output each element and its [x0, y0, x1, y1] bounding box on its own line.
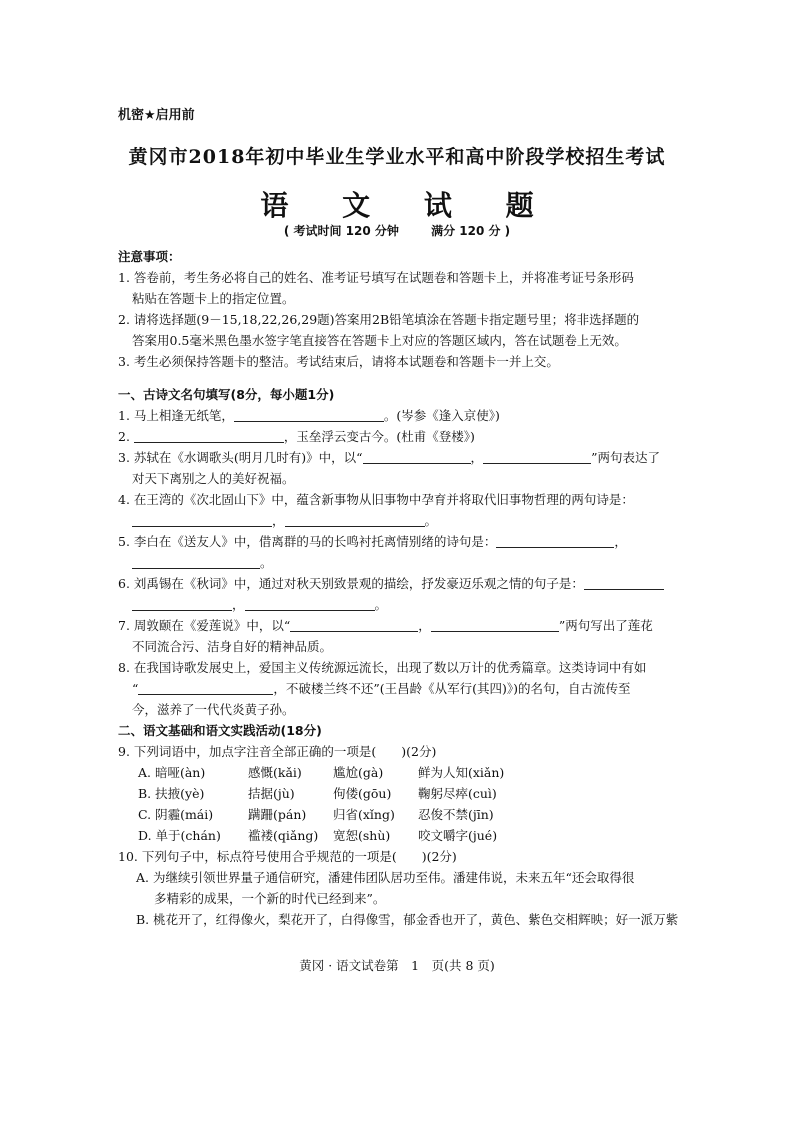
question-8-blank: “ ，不破楼兰终不还”(王昌龄《从军行(其四)》)的名句，自古流传至: [132, 681, 631, 696]
option-c[interactable]: C. 阴霾(mái): [138, 807, 214, 822]
subject-title: 语 文 试 题: [260, 189, 556, 222]
answer-blank[interactable]: [584, 575, 664, 590]
exam-content: [118, 246, 680, 930]
answer-blank[interactable]: [245, 596, 375, 611]
question-10-option-a[interactable]: A. 为继续引领世界量子通信研究，潘建伟团队居功至伟。潘建伟说，未来五年“还会取得很: [136, 870, 635, 885]
notice-item: 粘贴在答题卡上的指定位置。: [132, 291, 295, 306]
answer-blank[interactable]: [290, 617, 418, 632]
answer-blank[interactable]: [285, 512, 425, 527]
page-footer: 黄冈 · 语文试卷第 1 页(共 8 页): [299, 958, 495, 973]
question-10-option-a-cont: 多精彩的成果，一个新的时代已经到来”。: [154, 891, 386, 906]
section-1-title: 一、古诗文名句填写(8分，每小题1分): [118, 387, 335, 402]
question-6-blanks: ， 。: [118, 594, 680, 615]
exam-title: 黄冈市2018年初中毕业生学业水平和高中阶段学校招生考试: [128, 146, 666, 168]
question-9: 9. 下列词语中，加点字注音全部正确的一项是( )(2分): [118, 744, 437, 759]
question-8: 8. 在我国诗歌发展史上，爱国主义传统源远流长，出现了数以万计的优秀篇章。这类诗词中有如: [118, 660, 647, 675]
notice-item: 1. 答卷前，考生务必将自己的姓名、准考证号填写在试题卷和答题卡上，并将准考证号条形码: [118, 270, 634, 285]
question-10: 10. 下列句子中，标点符号使用合乎规范的一项是( )(2分): [118, 849, 457, 864]
option-b[interactable]: B. 扶掖(yè): [138, 786, 205, 801]
answer-blank[interactable]: [431, 617, 559, 632]
question-9-options: A. 暗哑(àn) 感慨(kǎi) 尴尬(gà) 鲜为人知(xiǎn) B. 扶掖(yè) 拮据(jù) 佝偻(gōu) 鞠躬尽瘁(cuì) C. 阴霾(mái) 蹒跚(pán) 归省(xǐng) 忍俊不禁(jīn) D. 单于(chán) 褴褛(qiǎng) 宽恕(shù) 咬文嚼字(jué): [118, 762, 680, 846]
answer-blank[interactable]: [138, 680, 273, 695]
question-7: 7. 周敦颐在《爱莲说》中，以“ ， ”两句写出了莲花: [118, 618, 653, 633]
question-5-blank: 。: [118, 552, 680, 573]
question-3-cont: 对天下离别之人的美好祝福。: [132, 471, 295, 486]
question-1: 1. 马上相逢无纸笔， 。(岑参《逢入京使》): [118, 408, 500, 423]
answer-blank[interactable]: [234, 407, 384, 422]
exam-duration: ( 考试时间 120 分钟: [283, 224, 399, 238]
answer-blank[interactable]: [363, 449, 471, 464]
answer-blank[interactable]: [496, 533, 614, 548]
exam-full-score: 满分 120 分 ): [431, 224, 511, 238]
answer-blank[interactable]: [132, 596, 232, 611]
question-6: 6. 刘禹锡在《秋词》中，通过对秋天别致景观的描绘，抒发豪迈乐观之情的句子是：: [118, 573, 680, 594]
notice-title: 注意事项：: [118, 249, 181, 264]
answer-blank[interactable]: [132, 554, 260, 569]
notice-item: 2. 请将选择题(9－15,18,22,26,29题)答案用2B铅笔填涂在答题卡指定题号里；将非选择题的: [118, 312, 640, 327]
answer-blank[interactable]: [483, 449, 591, 464]
question-3: 3. 苏轼在《水调歌头(明月几时有)》中，以“ ， ”两句表达了: [118, 450, 660, 465]
answer-blank[interactable]: [134, 428, 284, 443]
question-2: 2. ，玉垒浮云变古今。(杜甫《登楼》): [118, 429, 475, 444]
exam-time-info: [0, 222, 794, 239]
question-10-option-b[interactable]: B. 桃花开了，红得像火，梨花开了，白得像雪，郁金香也开了，黄色、紫色交相辉映；好一派万紫: [136, 912, 679, 927]
question-4: 4. 在王湾的《次北固山下》中，蕴含新事物从旧事物中孕育并将取代旧事物哲理的两句诗是：: [118, 492, 634, 507]
confidential-mark: 机密★启用前: [118, 108, 195, 123]
question-5: 5. 李白在《送友人》中，借离群的马的长鸣衬托离情别绪的诗句是： ，: [118, 534, 627, 549]
option-d[interactable]: D. 单于(chán): [138, 828, 221, 843]
notice-item: 答案用0.5毫米黑色墨水签字笔直接答在答题卡上对应的答题区域内，答在试题卷上无效。: [132, 333, 627, 348]
section-2-title: 二、语文基础和语文实践活动(18分): [118, 723, 322, 738]
question-8-cont: 今，滋养了一代代炎黄子孙。: [132, 702, 295, 717]
notice-item: 3. 考生必须保持答题卡的整洁。考试结束后，请将本试题卷和答题卡一并上交。: [118, 354, 559, 369]
answer-blank[interactable]: [132, 512, 272, 527]
question-7-cont: 不同流合污、洁身自好的精神品质。: [132, 639, 333, 654]
option-a[interactable]: A. 暗哑(àn): [138, 765, 206, 780]
question-4-blanks: ， 。: [118, 510, 680, 531]
